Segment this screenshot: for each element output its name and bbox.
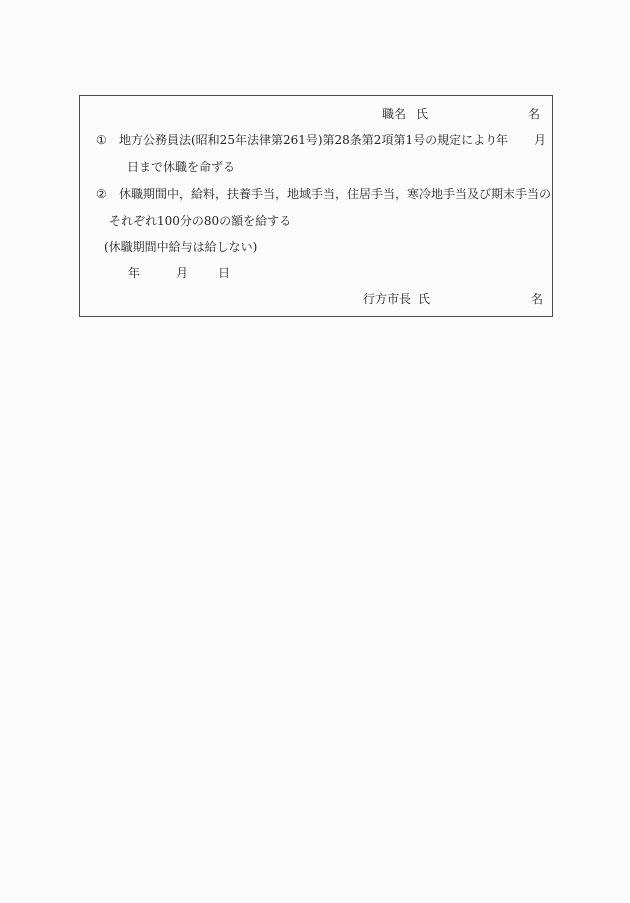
- form-border-box: [79, 95, 553, 317]
- item2-text-line2: それぞれ100分の80の額を給する: [109, 214, 292, 228]
- item1-line2: [80, 160, 554, 174]
- date-day-label: 日: [218, 266, 231, 280]
- family-name-label: 氏: [416, 107, 429, 121]
- item2-note-text: (休職期間中給与は給しない): [104, 240, 258, 254]
- date-line: [80, 266, 554, 280]
- given-name-label: 名: [528, 107, 541, 121]
- item2-marker: ②: [96, 187, 107, 201]
- mayor-title-label: 行方市長: [363, 292, 412, 306]
- date-year-label: 年: [128, 266, 141, 280]
- item1-month-label: 月: [534, 133, 547, 147]
- item2-note-line: [80, 240, 554, 254]
- signature-given-label: 名: [531, 292, 544, 306]
- item1-marker: ①: [96, 133, 107, 147]
- item2-line1: [80, 187, 554, 201]
- item1-continuation-text: 日まで休職を命ずる: [127, 160, 236, 174]
- item2-text-line1: 休職期間中，給料，扶養手当，地域手当，住居手当，寒冷地手当及び期末手当の: [119, 187, 552, 201]
- signature-family-label: 氏: [418, 292, 431, 306]
- signature-line: [80, 292, 554, 306]
- item1-line1: [80, 133, 554, 147]
- date-month-label: 月: [176, 266, 189, 280]
- item2-line2: [80, 214, 554, 228]
- item1-text: 地方公務員法(昭和25年法律第261号)第28条第2項第1号の規定により: [119, 133, 498, 147]
- header-line: [80, 107, 554, 121]
- item1-year-label: 年: [496, 133, 509, 147]
- post-name-label: 職名: [382, 107, 407, 121]
